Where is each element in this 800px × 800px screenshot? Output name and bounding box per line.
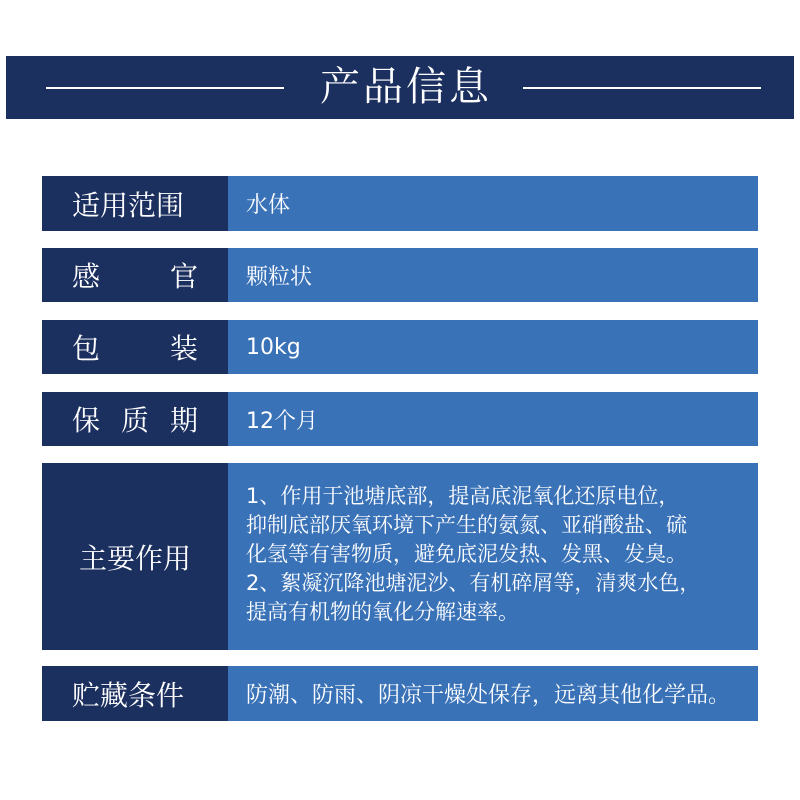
row-value-appearance: 颗粒状: [228, 248, 758, 302]
row-label-scope: 适用范围: [42, 176, 228, 231]
info-row-function: [42, 463, 758, 650]
info-row-packaging: [42, 320, 758, 374]
info-row-storage: [42, 666, 758, 721]
row-value-storage: 防潮、防雨、阴凉干燥处保存，远离其他化学品。: [228, 666, 758, 721]
row-value-function: [228, 463, 758, 650]
row-label-char: 质: [120, 404, 149, 437]
row-label-char: 保: [72, 404, 101, 437]
row-label-appearance: [42, 248, 228, 302]
function-text-line: 化氢等有害物质，避免底泥发热、发黑、发臭。: [246, 542, 687, 566]
row-label-char: 期: [169, 404, 198, 437]
info-row-scope: [42, 176, 758, 231]
header-divider-left: [46, 87, 284, 89]
row-label-char: 官: [169, 260, 198, 293]
header-divider-right: [523, 87, 761, 89]
row-value-packaging: 10kg: [228, 320, 758, 374]
info-row-appearance: [42, 248, 758, 302]
row-value-shelf-life: 12个月: [228, 392, 758, 446]
info-row-shelf-life: [42, 392, 758, 446]
row-label-storage: 贮藏条件: [42, 666, 228, 721]
row-label-char: 包: [72, 332, 101, 365]
row-label-packaging: [42, 320, 228, 374]
row-label-function: 主要作用: [42, 463, 228, 650]
page-title: 产品信息: [320, 64, 492, 110]
row-label-char: 装: [169, 332, 198, 365]
function-text-line: 提高有机物的氧化分解速率。: [246, 600, 519, 624]
header-banner: [6, 56, 794, 119]
row-value-scope: 水体: [228, 176, 758, 231]
row-label-char: 感: [72, 260, 101, 293]
function-text-line: 抑制底部厌氧环境下产生的氨氮、亚硝酸盐、硫: [246, 513, 687, 537]
function-text-line: 2、絮凝沉降池塘泥沙、有机碎屑等，清爽水色，: [246, 571, 701, 595]
row-label-shelf-life: [42, 392, 228, 446]
function-text-line: 1、作用于池塘底部，提高底泥氧化还原电位，: [246, 484, 680, 508]
